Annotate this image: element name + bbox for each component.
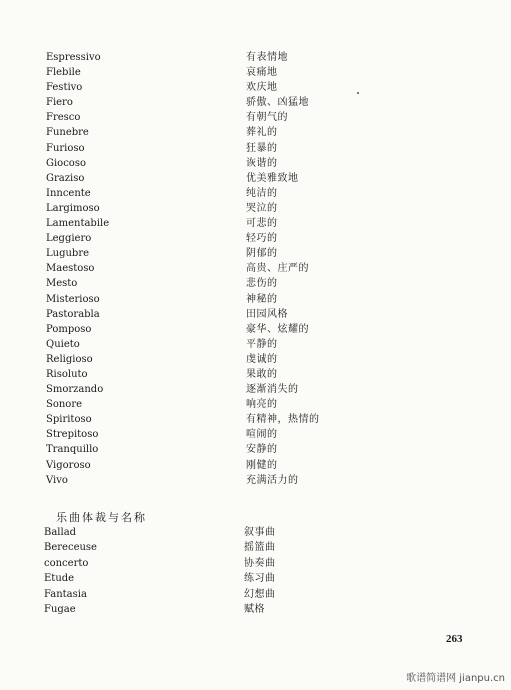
- term-text: Fantasia: [44, 588, 87, 600]
- meaning-text: 响亮的: [246, 399, 278, 411]
- meaning-text: 骄傲、凶猛地: [246, 97, 309, 109]
- term-text: Vivo: [46, 474, 68, 486]
- meaning-text: 可悲的: [246, 218, 278, 230]
- term-text: Giocoso: [46, 157, 86, 169]
- list-item: [46, 276, 366, 291]
- meaning-text: 安静的: [246, 444, 278, 456]
- term-text: Maestoso: [46, 263, 95, 275]
- list-item: [46, 307, 366, 322]
- list-item: [46, 231, 366, 246]
- term-text: Vigoroso: [46, 459, 91, 471]
- meaning-text: 纯洁的: [246, 187, 278, 199]
- list-item: [44, 556, 364, 571]
- list-item: [46, 412, 366, 427]
- meaning-text: 诙谐的: [246, 157, 278, 169]
- meaning-text: 果敢的: [246, 368, 278, 380]
- meaning-text: 平静的: [246, 338, 278, 350]
- meaning-text: 摇篮曲: [244, 542, 276, 554]
- meaning-text: 练习曲: [244, 573, 276, 585]
- meaning-text: 刚健的: [246, 459, 278, 471]
- term-text: concerto: [44, 557, 89, 569]
- meaning-text: 喧闹的: [246, 429, 278, 441]
- term-text: Mesto: [46, 278, 78, 290]
- meaning-text: 高贵、庄严的: [246, 263, 309, 275]
- meaning-text: 叙事曲: [244, 527, 276, 538]
- list-item: [46, 95, 366, 110]
- term-text: Fugae: [44, 603, 76, 615]
- term-text: Strepitoso: [46, 429, 99, 441]
- meaning-text: 轻巧的: [246, 233, 278, 245]
- term-text: Funebre: [46, 127, 89, 139]
- meaning-text: 悲伤的: [246, 278, 278, 290]
- list-item: [46, 458, 366, 473]
- meaning-text: 虔诚的: [246, 353, 278, 365]
- meaning-text: 有表情地: [246, 52, 288, 63]
- meaning-text: 神秘的: [246, 293, 278, 305]
- list-item: [46, 171, 366, 186]
- term-text: Fiero: [46, 97, 73, 109]
- term-text: Sonore: [46, 399, 83, 411]
- meaning-text: 哭泣的: [246, 202, 278, 214]
- list-item: [46, 216, 366, 231]
- meaning-text: 有精神，热情的: [246, 414, 320, 426]
- meaning-text: 豪华、炫耀的: [246, 323, 309, 335]
- term-text: Smorzando: [46, 384, 104, 396]
- term-text: Lamentabile: [46, 218, 110, 230]
- term-text: Flebile: [46, 67, 81, 79]
- list-item: [46, 50, 366, 65]
- list-item: [46, 186, 366, 201]
- term-text: Largimoso: [46, 202, 100, 214]
- list-item: [46, 261, 366, 276]
- term-text: Risoluto: [46, 368, 88, 380]
- list-item: [44, 540, 364, 555]
- term-text: Religioso: [46, 353, 93, 365]
- term-text: Pomposo: [46, 323, 92, 335]
- list-item: [46, 322, 366, 337]
- list-item: [44, 571, 364, 586]
- term-text: Fresco: [46, 112, 81, 124]
- list-item: [44, 602, 364, 617]
- meaning-text: 幻想曲: [244, 588, 276, 600]
- list-item: [46, 397, 366, 412]
- meaning-text: 田园风格: [246, 308, 288, 320]
- watermark: 歌谱简谱网 jianpu.cn: [406, 673, 505, 684]
- list-item: [46, 292, 366, 307]
- term-text: Ballad: [44, 527, 77, 538]
- term-text: Espressivo: [46, 52, 101, 63]
- term-text: Misterioso: [46, 293, 100, 305]
- list-item: [46, 80, 366, 95]
- term-text: Quieto: [46, 338, 80, 350]
- meaning-text: 阴郁的: [246, 248, 278, 260]
- list-item: [46, 352, 366, 367]
- list-item: [46, 442, 366, 457]
- term-list: [46, 50, 366, 488]
- term-text: Lugubre: [46, 248, 90, 260]
- meaning-text: 协奏曲: [244, 557, 276, 569]
- meaning-text: 欢庆地: [246, 82, 278, 94]
- term-text: Pastorabla: [46, 308, 100, 320]
- term-text: Spiritoso: [46, 414, 92, 426]
- list-item: [44, 525, 364, 540]
- meaning-text: 葬礼的: [246, 127, 278, 139]
- term-text: Festivo: [46, 82, 83, 94]
- term-text: Graziso: [46, 172, 85, 184]
- meaning-text: 哀痛地: [246, 67, 278, 79]
- list-item: [46, 337, 366, 352]
- meaning-text: 有朝气的: [246, 112, 288, 124]
- list-item: [46, 156, 366, 171]
- term-text: Furioso: [46, 142, 85, 154]
- term-text: Tranquillo: [46, 444, 99, 456]
- list-item: [44, 587, 364, 602]
- meaning-text: 逐渐消失的: [246, 384, 299, 396]
- page-number: 263: [446, 633, 463, 645]
- list-item: [46, 367, 366, 382]
- list-item: [46, 65, 366, 80]
- list-item: [46, 427, 366, 442]
- list-item: [46, 473, 366, 488]
- term-text: Etude: [44, 573, 75, 585]
- meaning-text: 狂暴的: [246, 142, 278, 154]
- list-item: [46, 246, 366, 261]
- list-item: [46, 201, 366, 216]
- meaning-text: 优美雅致地: [246, 172, 299, 184]
- genre-list: [44, 525, 364, 617]
- meaning-text: 充满活力的: [246, 474, 299, 486]
- scan-speck: [357, 92, 359, 94]
- list-item: [46, 141, 366, 156]
- meaning-text: 赋格: [244, 603, 265, 615]
- list-item: [46, 382, 366, 397]
- term-text: Inncente: [46, 187, 91, 199]
- term-text: Bereceuse: [44, 542, 97, 554]
- list-item: [46, 110, 366, 125]
- list-item: [46, 125, 366, 140]
- term-text: Leggiero: [46, 233, 92, 245]
- section-title: 乐曲体裁与名称: [56, 511, 147, 524]
